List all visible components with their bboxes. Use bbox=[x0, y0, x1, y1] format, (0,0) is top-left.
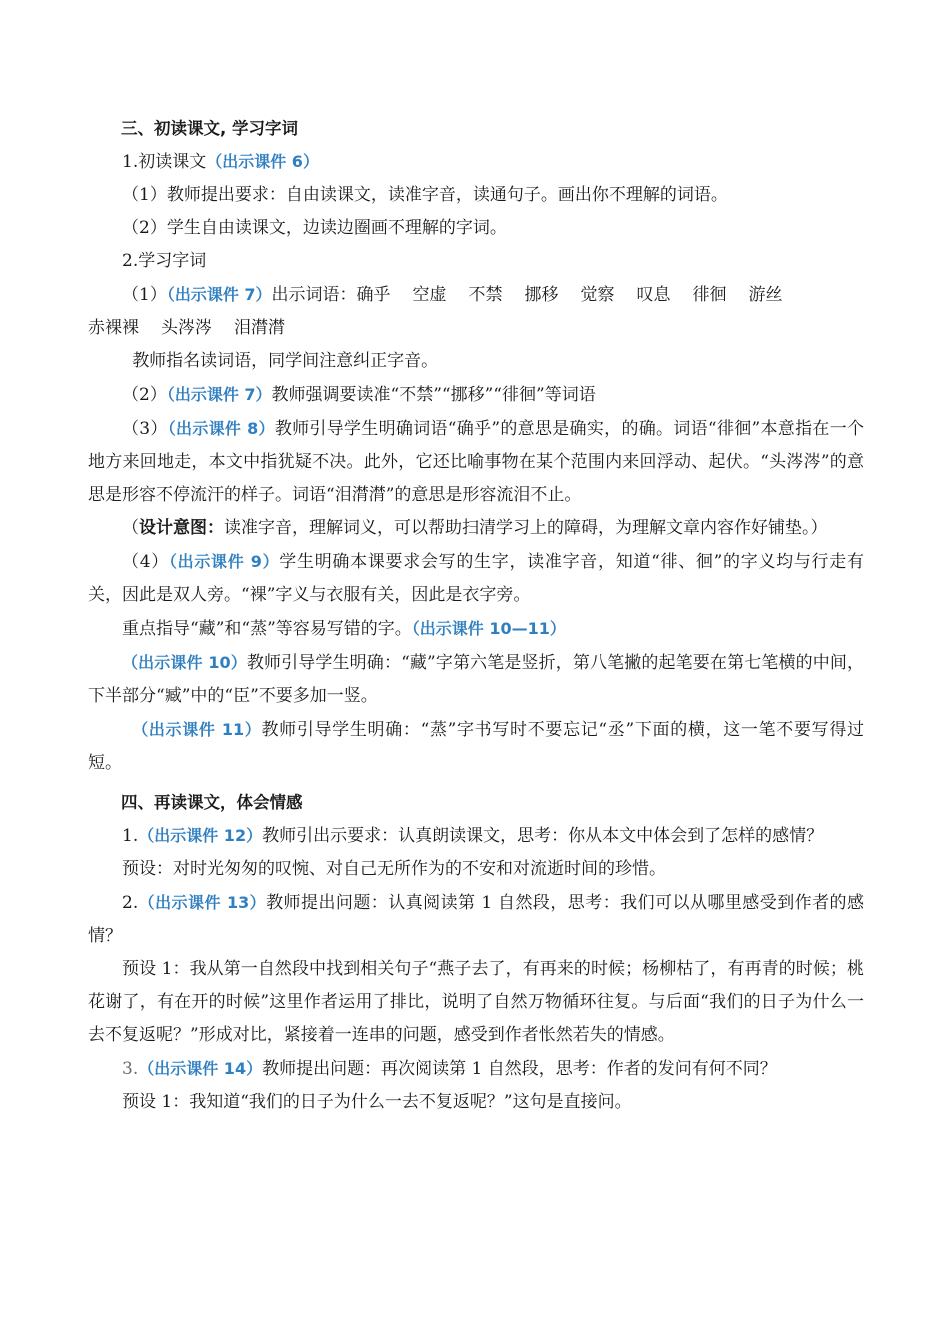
courseware-ref-10: （出示课件 10） bbox=[122, 653, 247, 672]
item-3-2-3-num: （3） bbox=[122, 419, 168, 439]
item-4-1-num: 1. bbox=[122, 826, 139, 846]
item-3-2-2-text: 教师强调要读准“不禁”“挪移”“徘徊”等词语 bbox=[271, 385, 596, 405]
item-4-2-text: 教师提出问题：认真阅读第 1 自然段，思考：我们可以从哪里感受到作者的感情？ bbox=[88, 893, 864, 946]
word-list-line-2 bbox=[88, 312, 864, 345]
item-3-2-label: 2.学习字词 bbox=[122, 251, 207, 271]
courseware-ref-8: （出示课件 8） bbox=[167, 419, 275, 438]
courseware-ref-11: （出示课件 11） bbox=[132, 720, 262, 739]
courseware-10-text: 教师引导学生明确：“藏”字第六笔是竖折，第八笔撇的起笔要在第七笔横的中间，下半部分“臧”中的“臣”不要多加一竖。 bbox=[88, 653, 864, 706]
item-4-3-preset: 预设 1：我知道“我们的日子为什么一去不复返呢？”这句是直接问。 bbox=[122, 1092, 632, 1112]
courseware-ref-7a: （出示课件 7） bbox=[166, 285, 272, 304]
item-4-3-text: 教师提出问题：再次阅读第 1 自然段，思考：作者的发问有何不同？ bbox=[262, 1059, 777, 1079]
courseware-ref-9: （出示课件 9） bbox=[168, 552, 280, 571]
item-3-2-4-num: （4） bbox=[122, 552, 169, 572]
item-3-2-1-note: 教师指名读词语，同学间注意纠正字音。 bbox=[132, 351, 439, 371]
item-3-2-4-text: 学生明确本课要求会写的生字，读准字音，知道“徘、徊”的字义均与行走有关，因此是双人旁。“裸”字义与衣服有关，因此是衣字旁。 bbox=[88, 552, 864, 605]
item-4-2-preset: 预设 1：我从第一自然段中找到相关句子“燕子去了，有再来的时候；杨柳枯了，有再青的时候；桃花谢了，有在开的时候”这里作者运用了排比，说明了自然万物循环往复。与后面“我们的日子为什么一去不复返呢？”形成对比，紧接着一连串的问题，感受到作者怅然若失的情感。 bbox=[88, 959, 864, 1045]
design-intent bbox=[88, 512, 864, 545]
design-text: 读准字音，理解词义，可以帮助扫清学习上的障碍，为理解文章内容作好铺垫。） bbox=[224, 518, 828, 538]
item-3-2-1-text: 出示词语： bbox=[271, 285, 357, 305]
item-4-3 bbox=[88, 1052, 864, 1086]
key-guidance-text: 重点指导“藏”和“蒸”等容易写错的字。 bbox=[122, 619, 412, 639]
item-3-1-b: （2）学生自由读课文，边读边圈画不理解的字词。 bbox=[122, 218, 507, 238]
word-item: 不禁 bbox=[468, 285, 503, 305]
courseware-ref-13: （出示课件 13） bbox=[138, 893, 267, 912]
item-4-1 bbox=[88, 819, 864, 853]
section-3-title: 三、初读课文, 学习字词 bbox=[121, 119, 299, 138]
item-3-1 bbox=[88, 145, 864, 179]
section-4-title: 四、再读课文，体会情感 bbox=[121, 793, 303, 812]
word-item: 确乎 bbox=[356, 285, 391, 305]
courseware-11-text: 教师引导学生明确：“蒸”字书写时不要忘记“丞”下面的横，这一笔不要写得过短。 bbox=[88, 720, 865, 773]
item-3-2-2-num: （2） bbox=[122, 385, 167, 405]
key-guidance bbox=[88, 612, 864, 646]
item-4-1-preset: 预设：对时光匆匆的叹惋、对自己无所作为的不安和对流逝时间的珍惜。 bbox=[122, 859, 666, 879]
courseware-ref-7b: （出示课件 7） bbox=[166, 385, 272, 404]
word-item: 赤裸裸 bbox=[88, 318, 139, 338]
word-item: 徘徊 bbox=[692, 285, 727, 305]
word-item: 叹息 bbox=[636, 285, 671, 305]
item-3-2-1-num: （1） bbox=[122, 285, 167, 305]
word-item: 头涔涔 bbox=[161, 318, 212, 338]
item-4-2 bbox=[88, 886, 864, 953]
word-item: 空虚 bbox=[412, 285, 447, 305]
item-3-1-a: （1）教师提出要求：自由读课文，读准字音，读通句子。画出你不理解的词语。 bbox=[122, 185, 728, 205]
word-item: 游丝 bbox=[748, 285, 783, 305]
item-3-2-3 bbox=[88, 412, 864, 512]
courseware-ref-10-11: （出示课件 10—11） bbox=[411, 619, 566, 638]
word-item: 泪潸潸 bbox=[234, 318, 285, 338]
item-3-2-3-text: 教师引导学生明确词语“确乎”的意思是确实，的确。词语“徘徊”本意指在一个地方来回地走，本文中指犹疑不决。此外，它还比喻事物在某个范围内来回浮动、起伏。“头涔涔”的意思是形容不停流汗的样子。词语“泪潸潸”的意思是形容流泪不止。 bbox=[88, 419, 864, 505]
courseware-10-paragraph bbox=[88, 646, 864, 713]
design-open: （ bbox=[122, 518, 139, 538]
item-4-3-num: 3. bbox=[122, 1059, 139, 1079]
courseware-ref-6: （出示课件 6） bbox=[206, 152, 319, 171]
word-item: 觉察 bbox=[580, 285, 615, 305]
item-4-1-text: 教师引出示要求：认真朗读课文，思考：你从本文中体会到了怎样的感情？ bbox=[262, 826, 824, 846]
item-3-2-1 bbox=[88, 278, 864, 312]
item-3-2-4 bbox=[88, 545, 864, 612]
document-page bbox=[88, 112, 864, 1119]
item-3-2-2 bbox=[88, 378, 864, 412]
courseware-ref-14: （出示课件 14） bbox=[138, 1059, 263, 1078]
item-3-1-label: 1.初读课文 bbox=[122, 152, 207, 172]
design-label: 设计意图： bbox=[139, 518, 224, 538]
courseware-11-paragraph bbox=[88, 713, 864, 780]
word-item: 挪移 bbox=[524, 285, 559, 305]
item-4-2-num: 2. bbox=[122, 893, 139, 913]
courseware-ref-12: （出示课件 12） bbox=[138, 826, 263, 845]
